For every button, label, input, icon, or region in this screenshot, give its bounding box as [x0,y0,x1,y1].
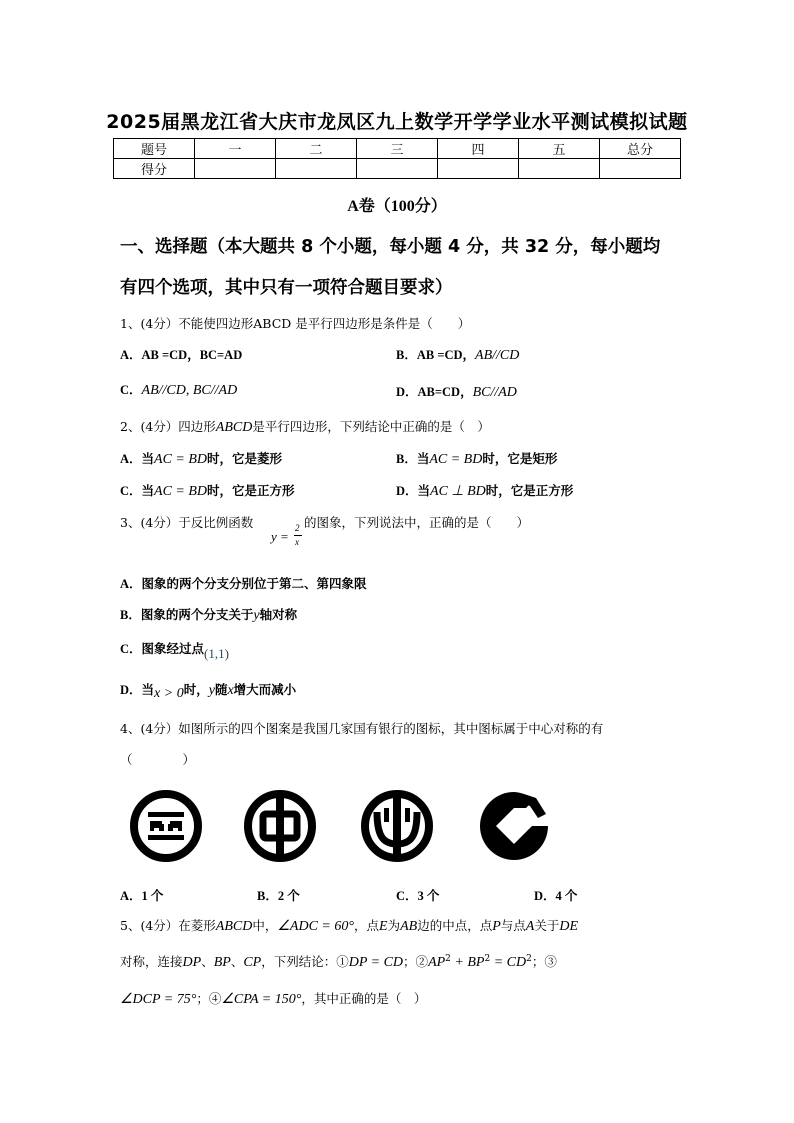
q5-m: A [525,919,535,934]
q2-option-d [396,481,573,500]
q2-option-b [396,449,557,468]
q2-stem-post: 是平行四边形，下列结论中正确的是（ ） [252,419,490,434]
q1-option-c-math: AB//CD, BC//AD [141,383,238,398]
score-header-cell: 一 [195,139,276,159]
score-table-header-row [114,139,681,159]
q1-option-a: A．AB =CD，BC=AD [120,348,243,362]
q3-stem-pre: 3、(4分）于反比例函数 [120,515,254,530]
q2-c-post: 时，它是正方形 [207,484,295,498]
score-header-cell: 题号 [114,139,195,159]
q5-m: CP [243,955,262,970]
q3-c-pre: C．图象经过点 [120,642,205,656]
q2-stem-math: ABCD [215,420,253,435]
q5-sup: 2 [484,953,491,964]
q2-d-pre: D．当 [396,484,431,498]
score-cell[interactable] [600,159,681,179]
q3-c-point: (1,1) [204,646,229,661]
q1-option-b-text: B．AB =CD， [396,348,476,362]
q5-t: 5、(4分）在菱形 [120,918,216,933]
q4-stem: 4、(4分）如图所示的四个图案是我国几家国有银行的图标，其中图标属于中心对称的有 [120,721,604,736]
q3-function-numerator: 2 [295,523,300,533]
q5-m: AB [400,919,418,934]
q3-d-var1: y [208,683,215,698]
score-cell[interactable] [519,159,600,179]
q5-line3 [120,989,426,1008]
q5-t: ，下列结论：① [261,954,349,969]
q2-a-post: 时，它是菱形 [207,452,283,466]
q2-stem-pre: 2、(4分）四边形 [120,419,216,434]
q2-a-math: AC = BD [154,452,208,467]
q1-option-d [396,382,517,401]
q5-m: DP = CD [348,955,404,970]
q2-option-c [120,481,295,500]
q3-option-a: A．图象的两个分支分别位于第二、第四象限 [120,577,367,591]
score-header-cell: 总分 [600,139,681,159]
q4-option-b: B．2 个 [257,889,300,903]
boc-logo-icon [242,788,318,864]
q5-t: 与点 [500,918,526,933]
score-cell[interactable] [276,159,357,179]
fraction-bar [294,535,302,536]
score-table [113,138,681,179]
q5-t: ；② [403,954,429,969]
q2-c-pre: C．当 [120,484,155,498]
q2-b-pre: B．当 [396,452,430,466]
q5-m: ABCD [215,919,253,934]
q5-t: ，其中正确的是（ ） [301,991,427,1006]
q5-m: AP [428,955,446,970]
q5-m: = CD [490,955,527,970]
q5-t: 边的中点，点 [417,918,493,933]
icbc-logo-icon [128,788,204,864]
q3-option-b [120,605,297,624]
q5-t: 为 [387,918,401,933]
q5-t: ；③ [531,954,557,969]
q1-stem: 1、(4分）不能使四边形ABCD 是平行四边形是条件是（ ） [120,316,471,331]
q5-m: P [492,919,501,934]
q3-d-mid2: 随 [214,683,228,697]
q5-t: 中， [252,918,278,933]
q3-option-c [120,639,229,661]
q2-option-a [120,449,282,468]
score-header-cell: 五 [519,139,600,159]
q1-option-d-text: D．AB=CD， [396,385,473,399]
q5-m: BP [213,955,231,970]
q5-line1 [120,916,578,935]
ccb-logo-icon [476,788,552,864]
q3-d-pre: D．当 [120,683,155,697]
q3-d-var2: x [227,683,234,698]
q4-option-d: D．4 个 [534,889,578,903]
q2-d-post: 时，它是正方形 [485,484,574,498]
q5-m: DP [182,955,202,970]
score-row-label: 得分 [114,159,195,179]
q4-option-a: A．1 个 [120,889,164,903]
q1-option-b [396,345,519,364]
q3-d-post: 增大而减小 [233,683,297,697]
q2-d-math: AC ⊥ BD [430,484,486,499]
q5-t: 、 [201,954,214,969]
q3-option-d [120,680,296,699]
q3-b-var: y [253,608,260,623]
score-header-cell: 二 [276,139,357,159]
q5-m: E [379,919,388,934]
q5-m: ∠ADC = 60° [277,919,354,934]
q5-t: ；④ [196,991,222,1006]
score-table-score-row [114,159,681,179]
q1-option-c-text: C． [120,383,142,397]
q2-c-math: AC = BD [154,484,208,499]
section-heading: A卷（100分） [347,198,447,215]
part1-heading-line1: 一、选择题（本大题共 8 个小题，每小题 4 分，共 32 分，每小题均 [120,237,661,257]
part1-heading-line2: 有四个选项，其中只有一项符合题目要求） [120,278,453,298]
q3-b-pre: B．图象的两个分支关于 [120,608,254,622]
q4-paren: （ ） [120,752,196,767]
q2-b-post: 时，它是矩形 [482,452,558,466]
q5-sup: 2 [526,953,532,964]
q1-option-d-math: BC//AD [472,385,517,400]
q5-line2 [120,952,557,971]
q2-stem [120,417,490,436]
q3-d-mid: 时， [183,683,209,697]
score-cell[interactable] [438,159,519,179]
q5-t: 对称，连接 [120,954,183,969]
q3-stem-post: 的图象，下列说法中，正确的是（ ） [304,515,530,530]
q3-d-cond: x > 0 [154,686,184,701]
page-title: 2025届黑龙江省大庆市龙凤区九上数学开学学业水平测试模拟试题 [106,111,688,133]
q5-t: 、 [230,954,244,969]
q5-m: + BP [450,955,485,970]
q4-option-c: C．3 个 [396,889,440,903]
q5-sup: 2 [445,953,451,964]
q1-option-b-math: AB//CD [475,348,520,363]
q3-b-post: 轴对称 [259,608,298,622]
q2-a-pre: A．当 [120,452,155,466]
score-cell[interactable] [195,159,276,179]
score-header-cell: 四 [438,139,519,159]
q5-m: DE [559,919,579,934]
abc-logo-icon [359,788,435,864]
q5-t: ，点 [353,918,379,933]
score-cell[interactable] [357,159,438,179]
q3-function-y: y = [271,529,289,544]
q1-option-c [120,380,237,399]
score-header-cell: 三 [357,139,438,159]
q3-function-denominator: x [295,537,299,547]
q5-m: ∠DCP = 75° [120,992,197,1007]
q2-b-math: AC = BD [429,452,483,467]
q5-m: ∠CPA = 150° [221,992,302,1007]
q5-t: 关于 [534,918,560,933]
